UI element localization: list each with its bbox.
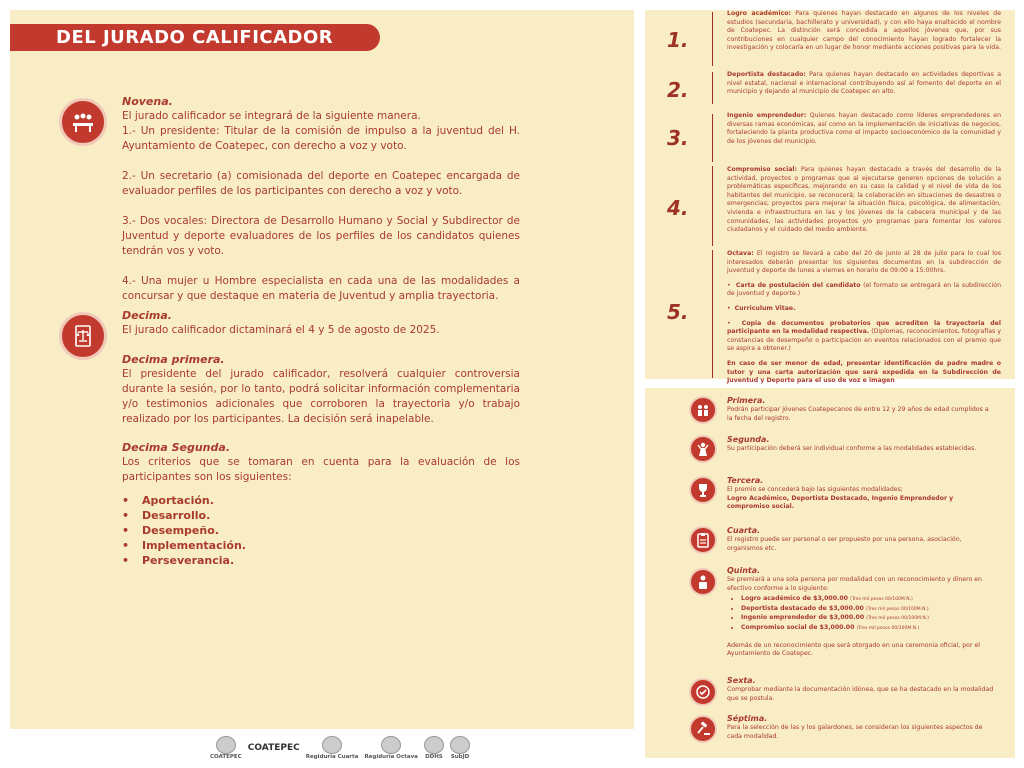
doc-item-title: Carta de postulación del candidato (735, 281, 861, 289)
coatepec-seal-logo: COATEPEC (210, 736, 242, 760)
modality-title: Logro académico: (727, 10, 792, 17)
clause-primera (727, 396, 995, 423)
clause-text: Comprobar mediante la documentación idónea, que se ha destacado en la modalidad que se postula. (727, 686, 994, 702)
prize-item (741, 595, 995, 605)
prize-note: (Tres mil pesos 00/100M.N.) (856, 625, 920, 631)
novena-item-4: 4.- Una mujer u Hombre especialista en cada una de las modalidades a concursar y que destaque en materia de Juventud y amplia trayectoria. (122, 275, 520, 302)
novena-item-1: 1.- Un presidente: Titular de la comisión de impulso a la juventud del H. Ayuntamiento de Coatepec, con derecho a voz y voto. (122, 125, 520, 152)
divider (712, 250, 713, 378)
gavel-icon (689, 715, 717, 743)
prize-note: (Tres mil pesos 00/100M.N.) (866, 606, 929, 612)
bases-panel (645, 388, 1015, 758)
decima-text: El jurado calificador dictaminará el 4 y 5 de agosto de 2025. (122, 324, 440, 336)
criteria-item: • Aportación. (122, 493, 520, 508)
prize-name: Compromiso social de $3,000.00 (741, 623, 855, 631)
criteria-item: • Desarrollo. (122, 508, 520, 523)
clause-heading: Primera. (727, 396, 766, 405)
decima-heading: Decima. (122, 309, 172, 322)
clause-cuarta (727, 526, 995, 553)
clause-sexta (727, 676, 995, 703)
divider (712, 114, 713, 162)
modality-desc: Para quienes hayan destacado en algunos de los niveles de estudios (secundaria, bachillerato y universidad), y con ello haya enaltecido el nombre de Coatepec. La distinción será concedida a aquellos jóvenes que, por sus contribuciones en cualquier campo del conocimiento hayan logrado fortalecer la investigación y colocarla en un lugar de honor mediante acciones positivas para la vida. (727, 10, 1002, 52)
clause-text: El registro puede ser personal o ser propuesto por una persona, asociación, organismos etc. (727, 536, 962, 552)
modality-title: Compromiso social: (727, 166, 797, 173)
clause-text: Su participación deberá ser individual conforme a las modalidades establecidas. (727, 445, 977, 452)
people-icon (689, 396, 717, 424)
criteria-list (122, 493, 520, 568)
clause-heading: Quinta. (727, 566, 761, 575)
document-scale-icon (59, 312, 107, 360)
clause-quinta (727, 566, 995, 659)
regiduria-cuarta-logo: Regiduría Cuarta (306, 736, 359, 760)
clause-heading: Sexta. (727, 676, 756, 685)
clause-heading: Tercera. (727, 476, 764, 485)
modalities-panel (645, 10, 1015, 385)
clause-novena (122, 94, 520, 319)
modality-desc: Quienes hayan destacado como líderes emprendedores en diversas ramas económicas, así como en la implementación de iniciativas de negocios, fortaleciendo la planta productiva como el impacto socioeconómico de la comunidad y de los jóvenes del municipio. (727, 112, 1001, 145)
clause-decima-primera (122, 352, 520, 427)
prize-item (741, 605, 995, 615)
modality-title: Ingenio emprendedor: (727, 112, 807, 119)
modality-number: 4. (667, 196, 689, 220)
modality-number: 1. (667, 28, 689, 52)
modality-title: Deportista destacado: (727, 71, 806, 78)
doc-item-text: (el formato se entregará en la subdirección de juventud y deporte.) (727, 281, 1002, 298)
novena-item-2: 2.- Un secretario (a) comisionada del deporte en Coatepec encargada de evaluador perfiles de los participantes con derecho a voz y voto. (122, 170, 520, 197)
modality-deportista (727, 71, 1001, 97)
clause-segunda (727, 435, 995, 454)
person-icon (689, 435, 717, 463)
prize-item (741, 624, 995, 634)
prize-list (727, 595, 995, 633)
modality-desc: Para quienes hayan destacado a través del desarrollo de la actividad, proyectos o programas que al ejecutarse generen opciones de solución a problemáticas específicas, mejorando en su caso la calidad y el nivel de vida de los habitantes del municipio, se reconocerá; la colaboración en situaciones de desastres o emergencias; proyectos para mejorar la situación física, psicológica, de alimentación, vivienda e infraestructura en las y los jóvenes de la cabecera municipal y de las comunidades, las actividades proyectos y/o programas para fomentar los valores ciudadanos y el cuidado del medio ambiente. (727, 166, 1001, 234)
clause-tercera (727, 476, 995, 512)
divider (712, 166, 713, 246)
prize-item (741, 614, 995, 624)
criteria-item: • Implementación. (122, 538, 520, 553)
novena-item-3: 3.- Dos vocales: Directora de Desarrollo Humano y Social y Subdirector de Juventud y deporte evaluadores de los perfiles de los candidatos quienes tendrán vos y voto. (122, 215, 520, 257)
decima-segunda-text: Los criterios que se tomaran en cuenta para la evaluación de los participantes son los siguientes: (122, 456, 520, 483)
prize-person-icon (689, 568, 717, 596)
clause-septima (727, 714, 995, 741)
registration-block: Octava: El registro se llevará a cabo del 20 de junio al 28 de julio para lo cual los interesados deberán presentar los siguientes documentos en la subdirección de juventud y deporte de lunes a viernes en horario de 09:00 a 15:00hrs. • Carta de postulación del candidato (el formato se entregará en la subdirección de juventud y deporte.) • Curriculum Vitae. • Copia de documentos probatorios que acrediten la trayectoria del participante en la modalidad respectiva. (Diplomas, reconocimientos, fotografías y constancias de desempeño o participación en eventos relacionados con el premio que se aspira a obtener.) En caso de ser menor de edad, presentar identificación de padre madre o tutor y una carta autorización que será expedida en la Subdirección de Juventud y Deporte para el uso de voz e imagen (727, 250, 1002, 385)
ddhs-logo: DDHS (424, 736, 444, 760)
doc-item-text: (Diplomas, reconocimientos, fotografías y constancias de desempeño o participación en eventos relacionados con el premio que se aspira a obtener.) (727, 328, 1001, 353)
prize-name: Logro académico de $3,000.00 (741, 595, 848, 603)
prize-name: Ingenio emprendedor de $3,000.00 (741, 614, 865, 622)
criteria-item: • Perseverancia. (122, 553, 520, 568)
decima-primera-heading: Decima primera. (122, 353, 225, 366)
decima-primera-text: El presidente del jurado calificador, resolverá cualquier controversia durante la sesión, por lo tanto, podrá solicitar información complementaria y/o testimonios adicionales que corroboren la trayectoria y/o trabajo realizado por los participantes. La decisión será inapelable. (122, 368, 520, 425)
divider (712, 12, 713, 66)
jury-icon (59, 98, 107, 146)
clipboard-icon (689, 526, 717, 554)
modality-desc: Para quienes hayan destacado en actividades deportivas a nivel estatal, nacional e internacional contribuyendo así al fomento del deporte en el municipio y dejando al municipio de Coatepec en alto. (727, 71, 1001, 96)
jury-panel (10, 10, 634, 729)
minor-note: En caso de ser menor de edad, presentar identificación de padre madre o tutor y una carta autorización que será expedida en la Subdirección de Juventud y Deporte para el uso de voz e imagen (727, 359, 1001, 385)
modality-number: 5. (667, 300, 689, 324)
clause-decima (122, 308, 520, 338)
clause-heading: Segunda. (727, 435, 770, 444)
octava-text: El registro se llevará a cabo del 20 de junio al 28 de julio para lo cual los interesados deberán presentar los siguientes documentos en la subdirección de juventud y deporte de lunes a viernes en horario de 09:00 a 15:00hrs. (727, 250, 1001, 275)
trophy-icon (689, 476, 717, 504)
regiduria-octava-logo: Regiduría Octava (364, 736, 417, 760)
criteria-item: • Desempeño. (122, 523, 520, 538)
subjd-logo: SubJD (450, 736, 470, 760)
divider (712, 72, 713, 104)
check-document-icon (689, 678, 717, 706)
clause-text: Además de un reconocimiento que será otorgado en una ceremonia oficial, por el Ayuntamiento de Coatepec. (727, 641, 980, 658)
novena-heading: Novena. (122, 95, 173, 108)
modality-compromiso (727, 166, 1001, 235)
doc-item-title: Copia de documentos probatorios que acrediten la trayectoria del participante en la modalidad respectiva. (727, 319, 1001, 336)
clause-heading: Séptima. (727, 714, 768, 723)
clause-text: El premio se concederá bajo las siguientes modalidades; (727, 486, 903, 493)
modality-number: 3. (667, 126, 689, 150)
prize-note: (Tres mil pesos 00/100M.N.) (850, 597, 913, 603)
clause-text: Podrán participar jóvenes Coatepecanos de entre 12 y 29 años de edad cumplidos a la fecha del registro. (727, 406, 989, 422)
modality-logro-academico (727, 10, 1001, 53)
doc-item-title: Curriculum Vitae. (734, 304, 796, 312)
section-banner: DEL JURADO CALIFICADOR (10, 24, 380, 51)
clause-decima-segunda (122, 440, 520, 568)
octava-title: Octava: (727, 250, 754, 257)
clause-text-bold: Logro Académico, Deportista Destacado, Ingenio Emprendedor y compromiso social. (727, 494, 954, 511)
decima-segunda-heading: Decima Segunda. (122, 441, 230, 454)
modality-ingenio (727, 112, 1001, 146)
clause-text: Para la selección de las y los galardones, se consideran los siguientes aspectos de cada modalidad. (727, 724, 983, 740)
prize-note: (Tres mil pesos 00/100M.N.) (866, 616, 929, 622)
novena-intro: El jurado calificador se integrará de la siguiente manera. (122, 110, 421, 122)
footer-logos (210, 734, 470, 762)
modality-number: 2. (667, 78, 689, 102)
coatepec-wordmark-logo: COATEPEC (247, 743, 300, 753)
clause-text: Se premiará a una sola persona por modalidad con un reconocimiento y dinero en efectivo conforme a lo siguiente: (727, 576, 982, 592)
prize-name: Deportista destacado de $3,000.00 (741, 604, 864, 612)
clause-heading: Cuarta. (727, 526, 761, 535)
